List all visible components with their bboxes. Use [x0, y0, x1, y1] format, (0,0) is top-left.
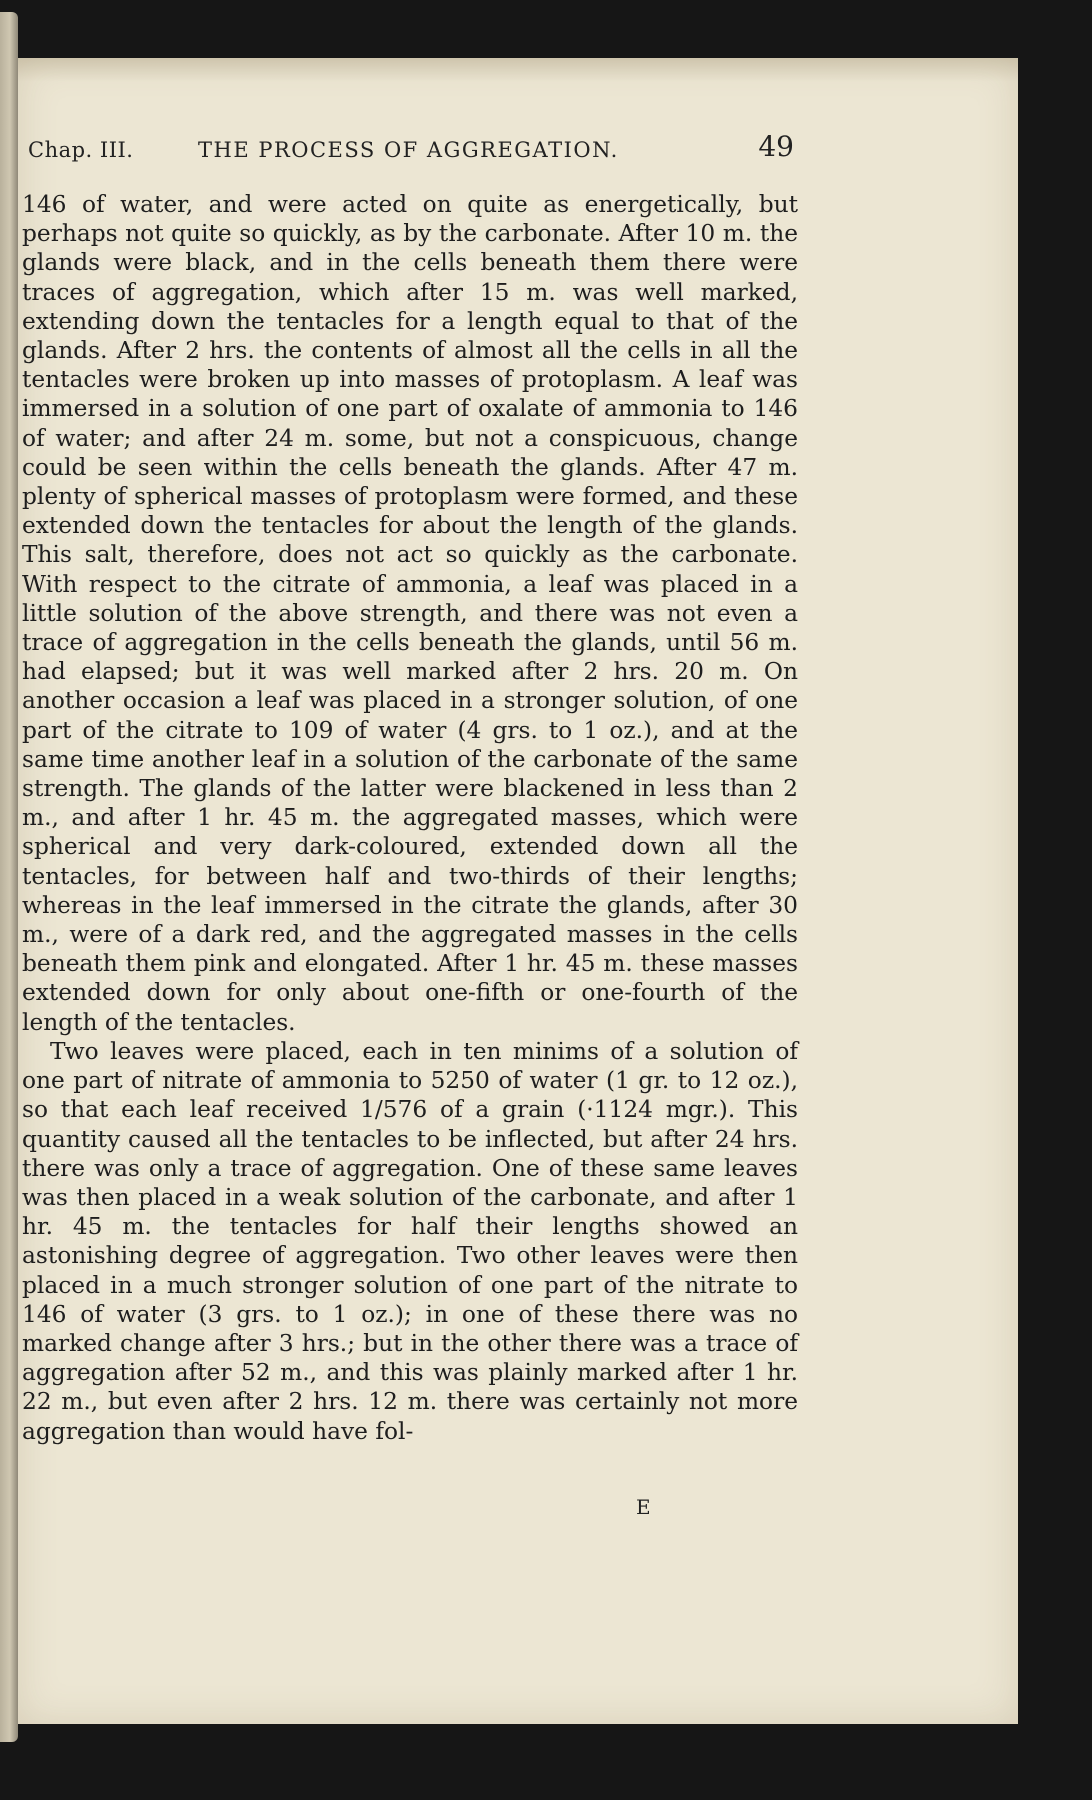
page-number: 49 — [758, 130, 794, 163]
paragraph-2: Two leaves were placed, each in ten minims of a solution of one part of nitrate of ammonia to 5250 of water (1 gr. to 12 oz.), so that each leaf received 1/576 of a grain (·1124 mgr.). This quantity caused all the tentacles to be inflected, but after 24 hrs. there was only a trace of aggregation. One of these same leaves was then placed in a weak solution of the carbonate, and after 1 hr. 45 m. the tentacles for half their lengths showed an astonishing degree of aggregation. Two other leaves were then placed in a much stronger solution of one part of the nitrate to 146 of water (3 grs. to 1 oz.); in one of these there was no marked change after 3 hrs.; but in the other there was a trace of aggregation after 52 m., and this was plainly marked after 1 hr. 22 m., but even after 2 hrs. 12 m. there was certainly not more aggregation than would have fol- — [22, 1037, 798, 1445]
chapter-title: THE PROCESS OF AGGREGATION. — [198, 138, 619, 162]
signature-mark: E — [636, 1495, 651, 1519]
running-head — [28, 130, 800, 170]
adjacent-page-edge — [0, 12, 18, 1742]
page-shadow — [18, 58, 1018, 82]
body-text — [22, 190, 798, 1446]
paragraph-1: 146 of water, and were acted on quite as energetically, but perhaps not quite so quickly, as by the carbonate. After 10 m. the glands were black, and in the cells beneath them there were traces of aggregation, which after 15 m. was well marked, extending down the tentacles for a length equal to that of the glands. After 2 hrs. the contents of almost all the cells in all the tentacles were broken up into masses of protoplasm. A leaf was immersed in a solution of one part of oxalate of ammonia to 146 of water; and after 24 m. some, but not a conspicuous, change could be seen within the cells beneath the glands. After 47 m. plenty of spherical masses of protoplasm were formed, and these extended down the tentacles for about the length of the glands. This salt, therefore, does not act so quickly as the carbonate. With respect to the citrate of ammonia, a leaf was placed in a little solution of the above strength, and there was not even a trace of aggregation in the cells beneath the glands, until 56 m. had elapsed; but it was well marked after 2 hrs. 20 m. On another occasion a leaf was placed in a stronger solution, of one part of the citrate to 109 of water (4 grs. to 1 oz.), and at the same time another leaf in a solution of the carbonate of the same strength. The glands of the latter were blackened in less than 2 m., and after 1 hr. 45 m. the aggregated masses, which were spherical and very dark-coloured, extended down all the tentacles, for between half and two-thirds of their lengths; whereas in the leaf immersed in the citrate the glands, after 30 m., were of a dark red, and the aggregated masses in the cells beneath them pink and elongated. After 1 hr. 45 m. these masses extended down for only about one-fifth or one-fourth of the length of the tentacles. — [22, 191, 798, 1036]
chapter-label: Chap. III. — [28, 138, 134, 162]
